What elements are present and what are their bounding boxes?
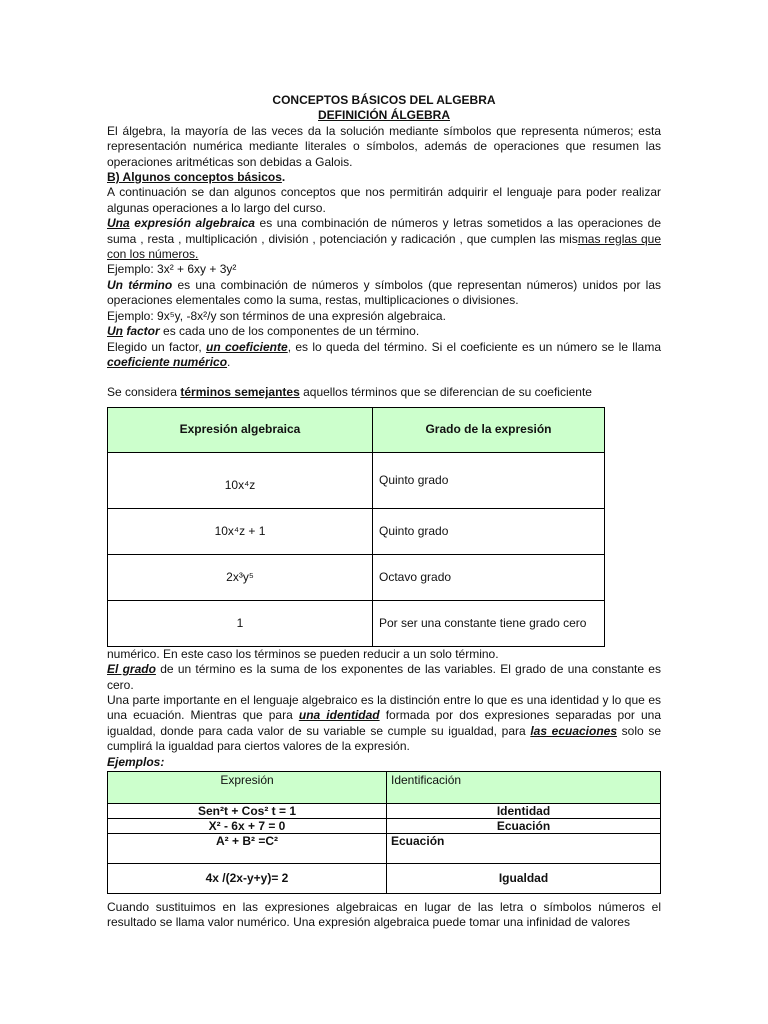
semejantes-post: aquellos términos que se diferencian de su coeficiente <box>299 385 592 400</box>
paragraph-semejantes <box>107 385 661 400</box>
table-row <box>108 452 605 508</box>
semejantes-term: términos semejantes <box>180 385 300 400</box>
ecu-text: solo se cumplirá la igualdad para ciertos valores de la expresión. <box>107 723 661 754</box>
coef-end: . <box>227 354 231 369</box>
table-row <box>108 554 605 600</box>
section-b-label: B) Algunos conceptos básicos <box>107 170 282 185</box>
semejantes-pre: Se considera <box>107 385 181 400</box>
table-row <box>108 818 661 833</box>
paragraph-expresion <box>107 216 661 262</box>
table-cell: X² - 6x + 7 = 0 <box>108 818 387 833</box>
ident-text-1: Una parte importante en el lenguaje algebraico es la distinción entre lo que es una identidad y lo que es una ecuación. Mientras que para <box>107 692 661 723</box>
ejemplo-1: Ejemplo: 3x² + 6xy + 3y² <box>107 262 237 277</box>
ident-term: una identidad <box>298 708 380 723</box>
factor-text: es cada uno de los componentes de un término. <box>159 324 420 339</box>
coef-text-1: Elegido un factor, <box>107 339 207 354</box>
section-b-dot: . <box>281 170 286 185</box>
expr-text-underlined: mas reglas que con los números. <box>107 231 662 262</box>
closing-paragraph: Cuando sustituimos en las expresiones algebraicas en lugar de las letra o símbolos números el resultado se llama valor numérico. Una expresión algebraica puede tomar una infinidad de valores <box>107 899 661 930</box>
table-cell: Sen²t + Cos² t = 1 <box>108 803 387 818</box>
table-cell: Identidad <box>387 803 661 818</box>
ejemplo-2: Ejemplo: 9x⁵y, -8x²/y son términos de una expresión algebraica. <box>107 308 446 323</box>
paragraph-factor <box>107 324 661 339</box>
table-cell: Ecuación <box>387 818 661 833</box>
table-row <box>108 803 661 818</box>
identificacion-table <box>107 771 661 894</box>
paragraph-coeficiente <box>107 340 661 371</box>
table-cell: 10x⁴z + 1 <box>108 508 373 554</box>
table-cell: 4x /(2x-y+y)= 2 <box>108 863 387 893</box>
grado-term: El grado <box>107 662 156 677</box>
page-subtitle: DEFINICIÓN ÁLGEBRA <box>318 108 450 123</box>
coef-text-2: , es lo queda del término. Si el coeficiente es un número se le llama <box>287 339 661 354</box>
termino-text: es una combinación de números y símbolos (que representan números) unidos por las operaciones elementales como la suma, restas, multiplicaciones o divisiones. <box>107 277 662 308</box>
table-cell: Ecuación <box>387 833 661 863</box>
ecu-term: las ecuaciones <box>530 723 618 738</box>
grado-table-header-cell: Grado de la expresión <box>373 407 605 452</box>
ident-text-2: formada por dos expresiones separadas por una igualdad, donde para cada valor de su variable se cumple su igualdad, para <box>107 708 661 738</box>
identificacion-table-header <box>108 771 661 803</box>
table-row <box>108 833 661 863</box>
grado-table <box>107 407 605 647</box>
table-row <box>108 600 605 646</box>
table-cell: A² + B² =C² <box>108 833 387 863</box>
section-heading <box>107 170 661 185</box>
termino-term: Un término <box>107 277 173 292</box>
coef-num: coeficiente numérico <box>107 354 228 369</box>
grado-table-header-cell: Expresión algebraica <box>108 407 373 452</box>
paragraph-numerico: numérico. En este caso los términos se pueden reducir a un solo término. <box>107 646 499 661</box>
table-cell: Quinto grado <box>373 508 605 554</box>
intro-paragraph: El álgebra, la mayoría de las veces da la solución mediante símbolos que representa números; esta representación numérica mediante literales o símbolos, además de operaciones que resumen las operaciones aritméticas son debidas a Galois. <box>107 123 661 169</box>
table-row <box>108 863 661 893</box>
expr-una: Una <box>107 216 130 231</box>
page-title: CONCEPTOS BÁSICOS DEL ALGEBRA <box>272 93 496 107</box>
document-page <box>107 93 661 931</box>
table-cell: 2x³y⁵ <box>108 554 373 600</box>
identificacion-header-cell: Identificación <box>387 771 661 803</box>
grado-text: de un término es la suma de los exponentes de las variables. El grado de una constante es cero. <box>107 662 661 692</box>
table-cell: Por ser una constante tiene grado cero <box>373 600 605 646</box>
table-row <box>108 508 605 554</box>
paragraph-continuation: A continuación se dan algunos conceptos que nos permitirán adquirir el lenguaje para poder realizar algunas operaciones a lo largo del curso. <box>107 185 661 215</box>
expr-term: expresión algebraica <box>129 216 255 231</box>
table-cell: Igualdad <box>387 863 661 893</box>
table-cell: Octavo grado <box>373 554 605 600</box>
table-cell: Quinto grado <box>373 452 605 508</box>
expr-text: es una combinación de números y letras sometidos a las operaciones de suma , resta , multiplicación , división , potenciación y radicación , que cumplen las mis <box>107 216 661 246</box>
factor-term: factor <box>123 324 160 339</box>
identificacion-header-cell: Expresión <box>108 771 387 803</box>
factor-un: Un <box>107 324 123 339</box>
coef-term: un coeficiente <box>206 339 288 354</box>
table-cell: 1 <box>108 600 373 646</box>
paragraph-identidad <box>107 693 661 755</box>
paragraph-grado <box>107 662 661 693</box>
grado-table-header <box>108 407 605 452</box>
paragraph-termino <box>107 278 661 309</box>
ejemplos-heading: Ejemplos: <box>107 754 165 769</box>
table-cell: 10x⁴z <box>108 452 373 508</box>
